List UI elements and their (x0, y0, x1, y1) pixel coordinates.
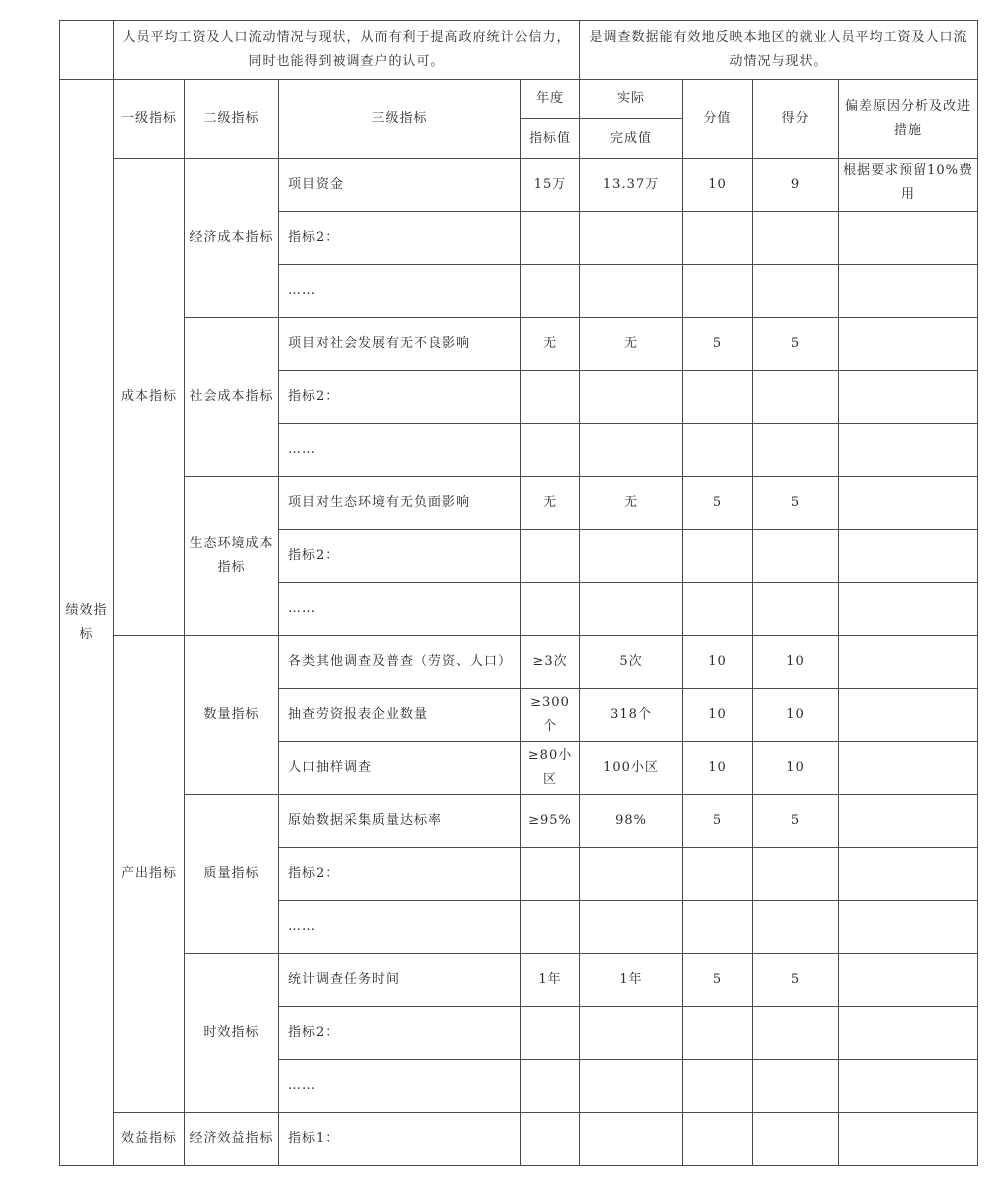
target-cell: 15万 (521, 159, 580, 212)
table-row (60, 318, 978, 371)
score-got-cell (753, 212, 839, 265)
table-row (60, 1113, 978, 1166)
header-row-top (60, 80, 978, 119)
score-got-cell: 10 (753, 636, 839, 689)
score-got-cell: 5 (753, 318, 839, 371)
table-row (60, 795, 978, 848)
target-cell (521, 530, 580, 583)
indicator-cell: …… (279, 1060, 521, 1113)
score-got-cell: 10 (753, 742, 839, 795)
level2-cell: 社会成本指标 (185, 318, 279, 477)
score-got-cell (753, 1113, 839, 1166)
header-annual-bottom: 指标值 (521, 119, 580, 159)
score-value-cell (683, 424, 753, 477)
header-annual-top: 年度 (521, 80, 580, 119)
target-cell: ≥300个 (521, 689, 580, 742)
header-actual-top: 实际 (580, 80, 683, 119)
header-score-value: 分值 (683, 80, 753, 159)
performance-label: 绩效指标 (60, 80, 114, 1166)
level2-cell: 质量指标 (185, 795, 279, 954)
deviation-note-cell (839, 583, 978, 636)
score-value-cell (683, 583, 753, 636)
deviation-note-cell (839, 1113, 978, 1166)
actual-cell (580, 212, 683, 265)
score-value-cell (683, 530, 753, 583)
actual-cell: 100小区 (580, 742, 683, 795)
score-value-cell: 10 (683, 689, 753, 742)
actual-cell (580, 1007, 683, 1060)
score-got-cell (753, 265, 839, 318)
indicator-cell: 项目资金 (279, 159, 521, 212)
indicator-cell: …… (279, 901, 521, 954)
score-value-cell: 10 (683, 636, 753, 689)
objective-blank-cell (60, 21, 114, 80)
deviation-note-cell (839, 742, 978, 795)
performance-table (59, 20, 978, 1166)
target-cell (521, 371, 580, 424)
header-score-got: 得分 (753, 80, 839, 159)
score-value-cell: 5 (683, 954, 753, 1007)
actual-cell: 98% (580, 795, 683, 848)
score-got-cell (753, 1060, 839, 1113)
target-cell (521, 424, 580, 477)
target-cell (521, 1007, 580, 1060)
actual-cell: 318个 (580, 689, 683, 742)
actual-cell: 无 (580, 318, 683, 371)
level1-cell: 成本指标 (114, 159, 185, 636)
indicator-cell: …… (279, 583, 521, 636)
actual-cell (580, 901, 683, 954)
indicator-cell: 统计调查任务时间 (279, 954, 521, 1007)
score-value-cell (683, 1007, 753, 1060)
deviation-note-cell (839, 689, 978, 742)
indicator-cell: 指标2： (279, 530, 521, 583)
score-value-cell (683, 212, 753, 265)
score-value-cell: 5 (683, 318, 753, 371)
level2-cell: 数量指标 (185, 636, 279, 795)
header-deviation: 偏差原因分析及改进措施 (839, 80, 978, 159)
deviation-note-cell (839, 477, 978, 530)
target-cell (521, 848, 580, 901)
score-got-cell (753, 371, 839, 424)
actual-cell (580, 848, 683, 901)
deviation-note-cell (839, 1007, 978, 1060)
header-level3: 三级指标 (279, 80, 521, 159)
score-value-cell: 5 (683, 795, 753, 848)
target-cell: ≥3次 (521, 636, 580, 689)
indicator-cell: 抽查劳资报表企业数量 (279, 689, 521, 742)
target-cell: 无 (521, 318, 580, 371)
score-got-cell (753, 848, 839, 901)
target-cell: 无 (521, 477, 580, 530)
indicator-cell: 人口抽样调查 (279, 742, 521, 795)
actual-cell (580, 371, 683, 424)
indicator-cell: 指标2： (279, 371, 521, 424)
deviation-note-cell (839, 212, 978, 265)
level2-cell: 生态环境成本指标 (185, 477, 279, 636)
score-got-cell (753, 583, 839, 636)
deviation-note-cell (839, 265, 978, 318)
table-row (60, 636, 978, 689)
score-got-cell (753, 530, 839, 583)
target-cell: ≥80小区 (521, 742, 580, 795)
deviation-note-cell (839, 901, 978, 954)
level2-cell: 经济效益指标 (185, 1113, 279, 1166)
actual-cell: 13.37万 (580, 159, 683, 212)
indicator-cell: 各类其他调查及普查（劳资、人口） (279, 636, 521, 689)
score-value-cell (683, 1060, 753, 1113)
indicator-cell: …… (279, 424, 521, 477)
score-got-cell: 5 (753, 795, 839, 848)
deviation-note-cell (839, 371, 978, 424)
indicator-cell: 原始数据采集质量达标率 (279, 795, 521, 848)
level2-cell: 时效指标 (185, 954, 279, 1113)
deviation-note-cell (839, 530, 978, 583)
score-got-cell: 5 (753, 477, 839, 530)
score-value-cell (683, 901, 753, 954)
indicator-cell: 指标2： (279, 1007, 521, 1060)
target-cell (521, 265, 580, 318)
header-actual-bottom: 完成值 (580, 119, 683, 159)
table-row (60, 159, 978, 212)
score-got-cell (753, 901, 839, 954)
target-cell: 1年 (521, 954, 580, 1007)
level1-cell: 产出指标 (114, 636, 185, 1113)
indicator-cell: …… (279, 265, 521, 318)
score-value-cell (683, 1113, 753, 1166)
actual-cell: 5次 (580, 636, 683, 689)
score-value-cell: 10 (683, 159, 753, 212)
score-value-cell (683, 371, 753, 424)
deviation-note-cell (839, 636, 978, 689)
score-value-cell: 5 (683, 477, 753, 530)
level2-cell: 经济成本指标 (185, 159, 279, 318)
score-got-cell: 10 (753, 689, 839, 742)
indicator-cell: 项目对生态环境有无负面影响 (279, 477, 521, 530)
score-got-cell (753, 1007, 839, 1060)
deviation-note-cell (839, 318, 978, 371)
indicator-cell: 指标2： (279, 212, 521, 265)
score-got-cell: 5 (753, 954, 839, 1007)
actual-cell: 无 (580, 477, 683, 530)
table-row (60, 477, 978, 530)
target-cell (521, 1060, 580, 1113)
objective-text-right: 是调查数据能有效地反映本地区的就业人员平均工资及人口流动情况与现状。 (580, 21, 978, 80)
actual-cell (580, 1113, 683, 1166)
objective-text-left: 人员平均工资及人口流动情况与现状，从而有利于提高政府统计公信力，同时也能得到被调查户的认可。 (114, 21, 580, 80)
score-got-cell (753, 424, 839, 477)
actual-cell (580, 424, 683, 477)
score-got-cell: 9 (753, 159, 839, 212)
actual-cell (580, 265, 683, 318)
table-row (60, 954, 978, 1007)
deviation-note-cell: 根据要求预留10%费用 (839, 159, 978, 212)
deviation-note-cell (839, 424, 978, 477)
indicator-cell: 指标1： (279, 1113, 521, 1166)
score-value-cell (683, 265, 753, 318)
target-cell: ≥95% (521, 795, 580, 848)
deviation-note-cell (839, 848, 978, 901)
target-cell (521, 212, 580, 265)
objective-row (60, 21, 978, 80)
indicator-cell: 指标2： (279, 848, 521, 901)
deviation-note-cell (839, 1060, 978, 1113)
header-level2: 二级指标 (185, 80, 279, 159)
actual-cell: 1年 (580, 954, 683, 1007)
score-value-cell (683, 848, 753, 901)
actual-cell (580, 583, 683, 636)
target-cell (521, 583, 580, 636)
deviation-note-cell (839, 795, 978, 848)
target-cell (521, 901, 580, 954)
indicator-cell: 项目对社会发展有无不良影响 (279, 318, 521, 371)
header-level1: 一级指标 (114, 80, 185, 159)
level1-cell: 效益指标 (114, 1113, 185, 1166)
deviation-note-cell (839, 954, 978, 1007)
actual-cell (580, 1060, 683, 1113)
actual-cell (580, 530, 683, 583)
target-cell (521, 1113, 580, 1166)
score-value-cell: 10 (683, 742, 753, 795)
